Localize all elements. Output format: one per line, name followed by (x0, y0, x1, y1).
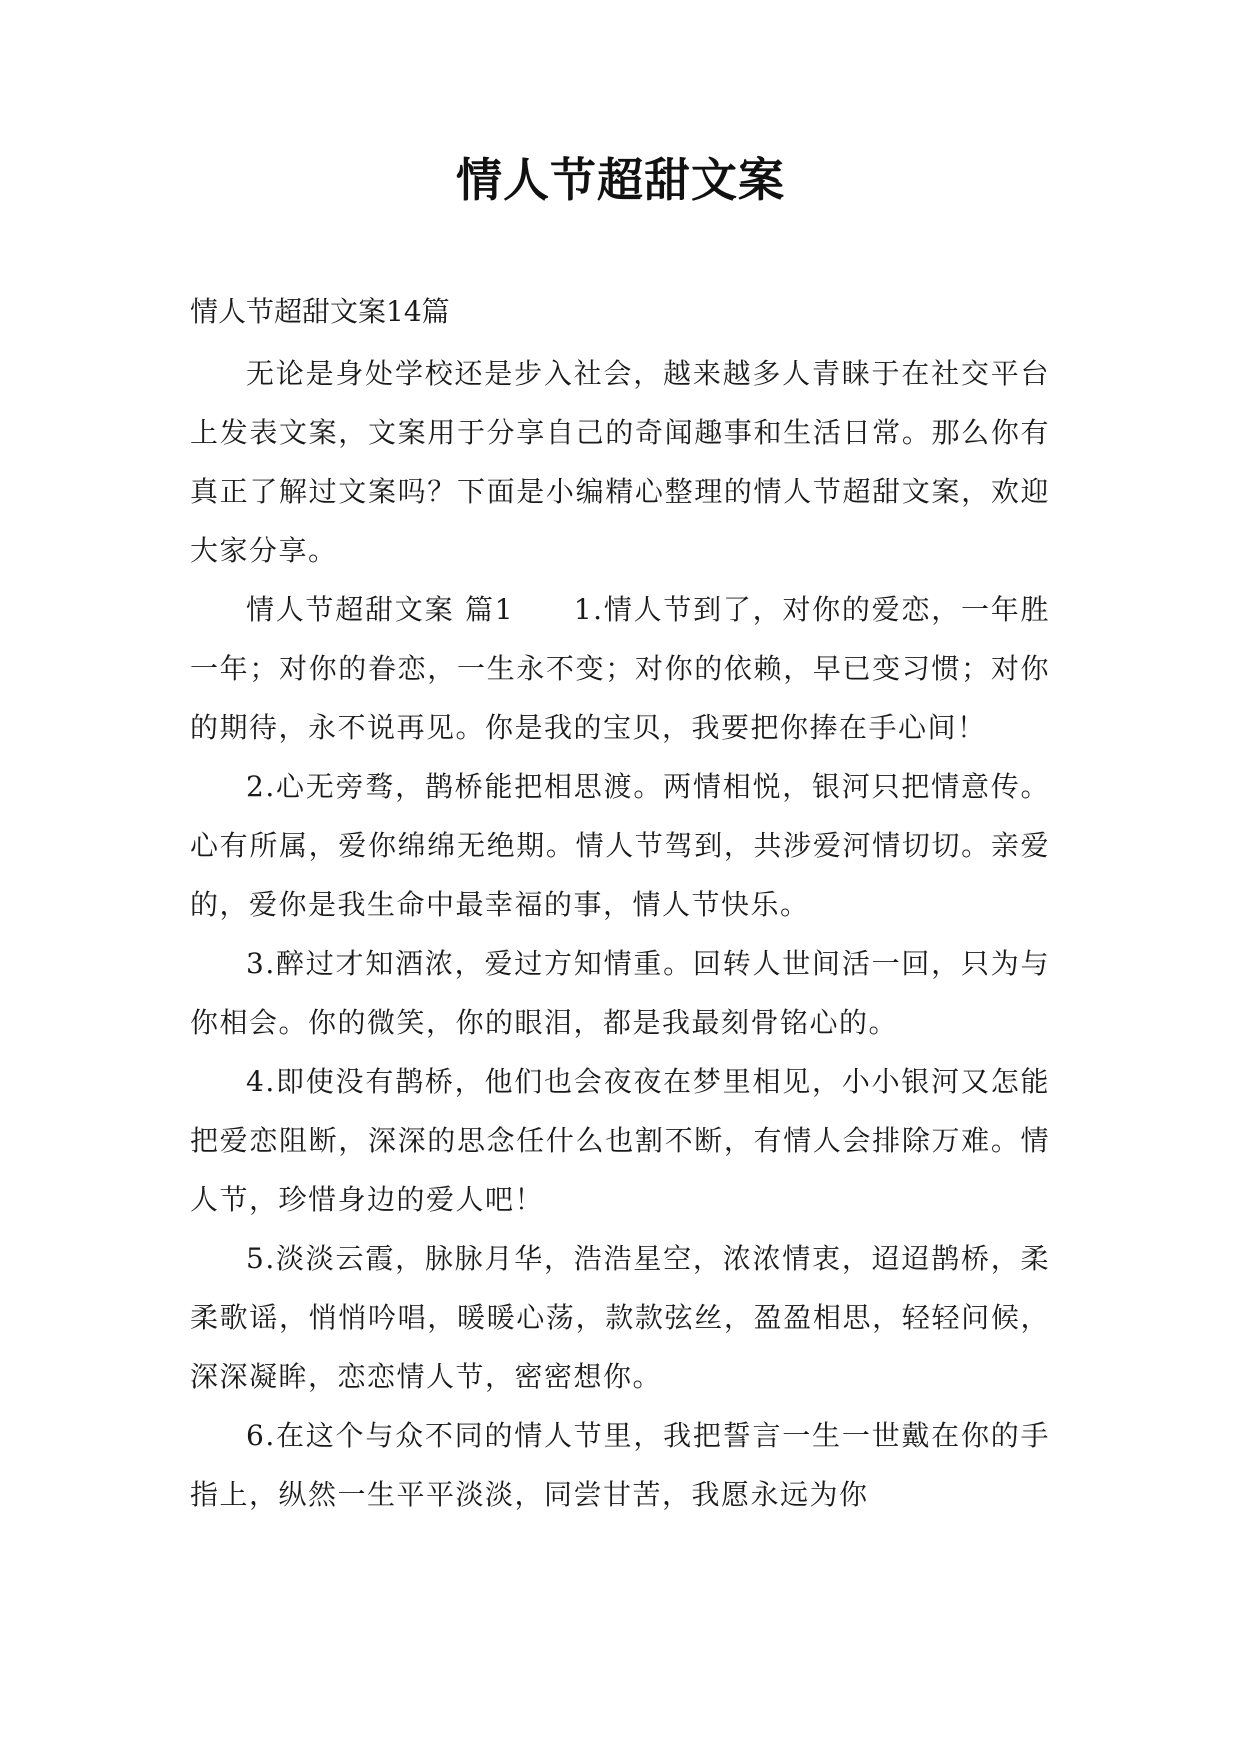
paragraph-intro: 无论是身处学校还是步入社会，越来越多人青睐于在社交平台上发表文案，文案用于分享自己的奇闻趣事和生活日常。那么你有真正了解过文案吗？下面是小编精心整理的情人节超甜文案，欢迎大家分享。 (190, 357, 1050, 567)
document-title: 情人节超甜文案 (456, 153, 785, 207)
paragraph-item-4: 4.即使没有鹊桥，他们也会夜夜在梦里相见，小小银河又怎能把爱恋阻断，深深的思念任什么也割不断，有情人会排除万难。情人节，珍惜身边的爱人吧！ (190, 1065, 1050, 1216)
paragraph-item-2: 2.心无旁骛，鹊桥能把相思渡。两情相悦，银河只把情意传。心有所属，爱你绵绵无绝期。情人节驾到，共涉爱河情切切。亲爱的，爱你是我生命中最幸福的事，情人节快乐。 (190, 770, 1050, 921)
document-subtitle: 情人节超甜文案14篇 (190, 295, 450, 328)
paragraph-item-3: 3.醉过才知酒浓，爱过方知情重。回转人世间活一回，只为与你相会。你的微笑，你的眼泪，都是我最刻骨铭心的。 (190, 947, 1050, 1039)
document-body (190, 344, 1050, 1524)
paragraph-item-5: 5.淡淡云霞，脉脉月华，浩浩星空，浓浓情衷，迢迢鹊桥，柔柔歌谣，悄悄吟唱，暖暖心荡，款款弦丝，盈盈相思，轻轻问候，深深凝眸，恋恋情人节，密密想你。 (190, 1242, 1050, 1393)
paragraph-item-1: 情人节超甜文案 篇1 1.情人节到了，对你的爱恋，一年胜一年；对你的眷恋，一生永不变；对你的依赖，早已变习惯；对你的期待，永不说再见。你是我的宝贝，我要把你捧在手心间！ (190, 593, 1050, 744)
paragraph-item-6: 6.在这个与众不同的情人节里，我把誓言一生一世戴在你的手指上，纵然一生平平淡淡，同尝甘苦，我愿永远为你 (190, 1419, 1050, 1511)
